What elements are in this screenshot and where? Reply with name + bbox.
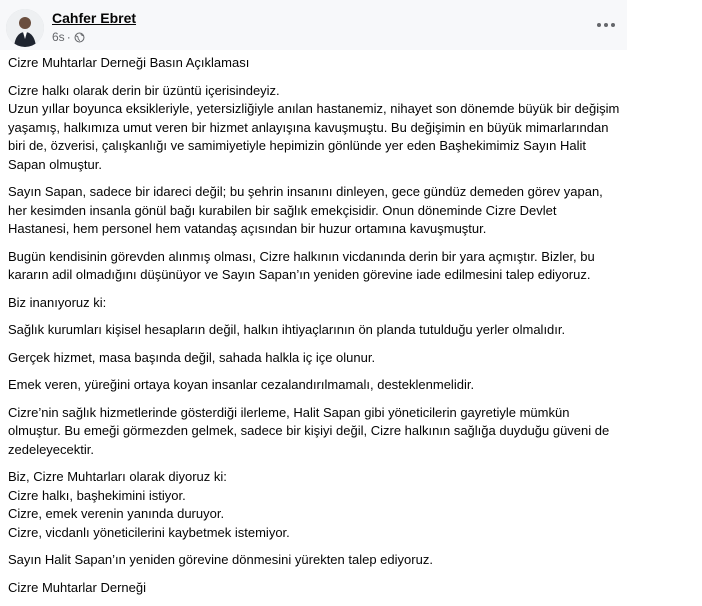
more-options-button[interactable]	[595, 16, 617, 34]
post-signature: Cizre Muhtarlar Derneği	[8, 579, 146, 595]
post-paragraph: Biz, Cizre Muhtarları olarak diyoruz ki: Cizre halkı, başhekimini istiyor. Cizre, emek verenin yanında duruyor. Cizre, vicdanlı yöneticilerini kaybetmek istemiyor.	[8, 469, 290, 540]
post-header	[0, 0, 627, 50]
post-paragraph: Emek veren, yüreğini ortaya koyan insanlar cezalandırılmamalı, desteklenmelidir.	[8, 377, 475, 392]
more-horizontal-icon	[597, 23, 601, 27]
post-paragraph: Gerçek hizmet, masa başında değil, sahada halkla iç içe olunur.	[8, 349, 376, 365]
post-paragraph: Bugün kendisinin görevden alınmış olması, Cizre halkının vicdanında derin bir yara açmıştır. Bizler, bu kararın adil olmadığını düşünüyor ve Sayın Sapan’ın yeniden görevine iade edilmesini talep ediyoruz.	[8, 248, 595, 282]
globe-icon	[74, 32, 85, 43]
avatar-portrait-icon	[6, 9, 44, 47]
post-paragraph: Cizre’nin sağlık hizmetlerinde gösterdiği ilerleme, Halit Sapan gibi yöneticilerin gayretiyle mümkün olmuştur. Bu emeği görmezden gelmek, sadece bir kişiyi değil, Cizre halkının sağlığa duyduğu güveni de zedeleyecektir.	[8, 404, 610, 457]
post-paragraph: Sayın Sapan, sadece bir idareci değil; bu şehrin insanını dinleyen, gece gündüz demeden görev yapan, her kesimden insanla gönül bağı kurabilen bir sağlık emekçisidir. Onun döneminde Cizre Devlet Hastanesi, hem personel hem vatandaş açısından bir huzur ortamına kavuşmuştur.	[8, 184, 603, 236]
post-body	[8, 54, 620, 606]
post-paragraph: Sağlık kurumları kişisel hesapların değil, halkın ihtiyaçlarının ön planda tutulduğu yerler olmalıdır.	[8, 322, 566, 337]
post-meta: 6s ·	[52, 30, 85, 44]
post-paragraph: Cizre halkı olarak derin bir üzüntü içerisindeyiz. Uzun yıllar boyunca eksikleriyle, yetersizliğiyle anılan hastanemiz, nihayet son dönemde büyük bir değişim yaşamış, halkımıza umut veren bir hizmet anlayışına kavuşmuştu. Bu değişimin en büyük mimarlarından biri de, özverisi, çalışkanlığı ve samimiyetiyle hepimizin gönlünde yer eden Başhekimimiz Sayın Halit Sapan olmuştur.	[8, 82, 620, 172]
post-paragraph-title: Cizre Muhtarlar Derneği Basın Açıklaması	[8, 55, 250, 70]
author-avatar[interactable]	[6, 9, 44, 47]
post-paragraph: Sayın Halit Sapan’ın yeniden görevine dönmesini yürekten talep ediyoruz.	[8, 552, 433, 567]
post-timestamp[interactable]: 6s	[52, 30, 65, 44]
post-paragraph: Biz inanıyoruz ki:	[8, 294, 107, 310]
author-name[interactable]: Cahfer Ebret	[52, 10, 137, 26]
